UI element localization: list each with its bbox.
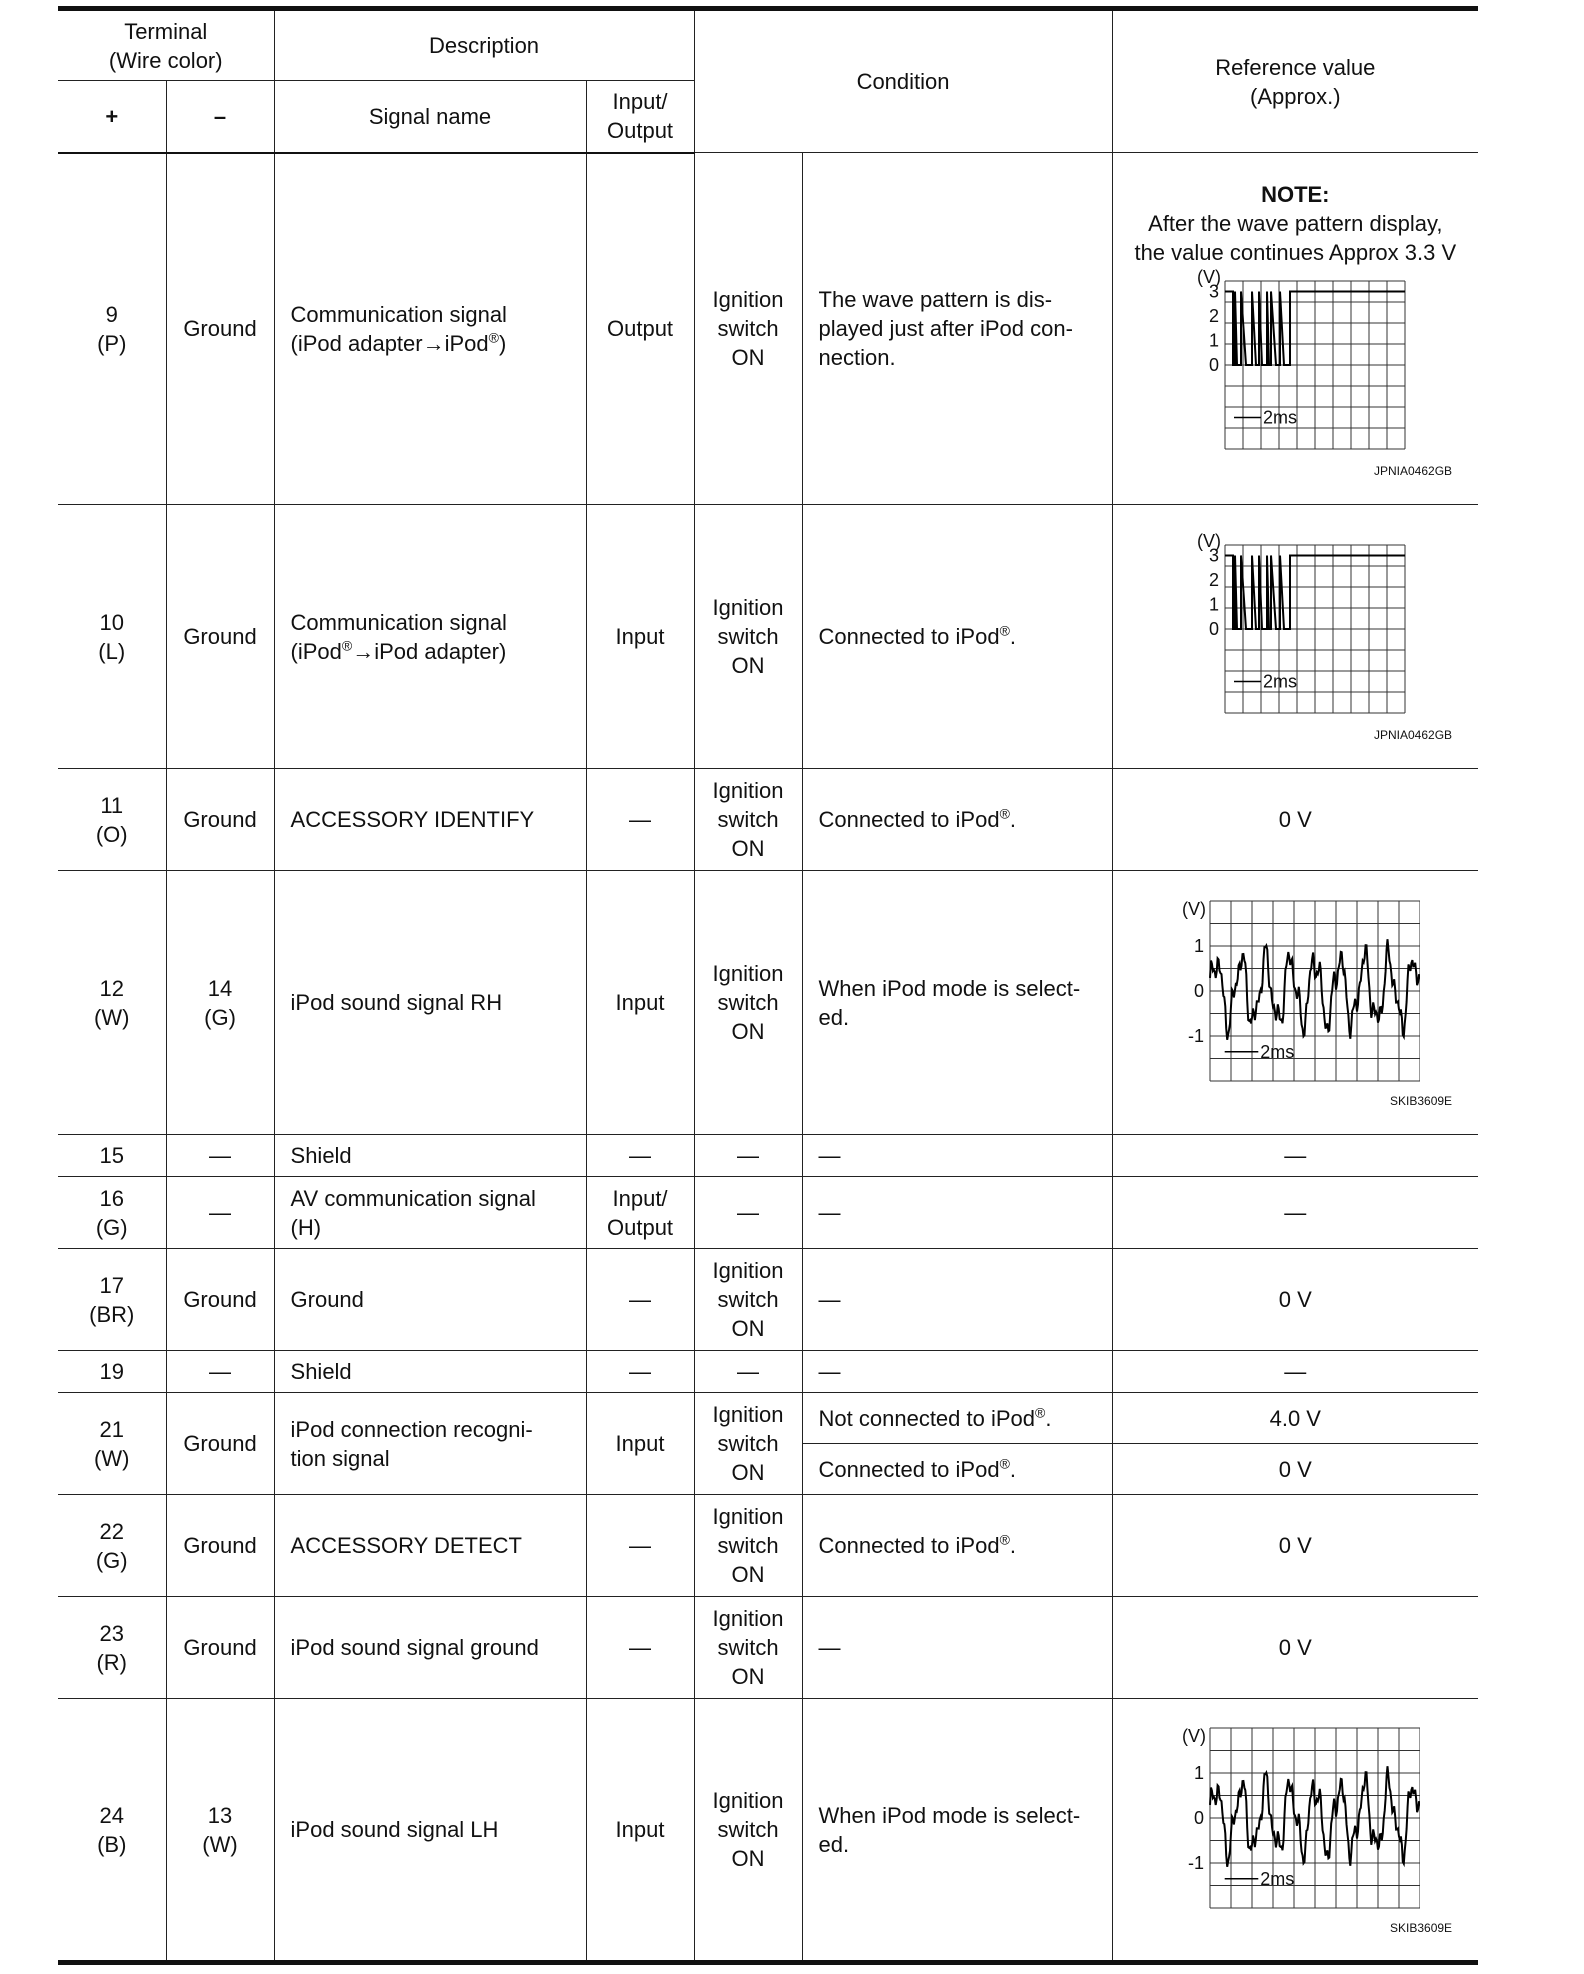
- waveform-analog: [1170, 1724, 1420, 1914]
- signal-name: iPod sound signal LH: [290, 1817, 499, 1842]
- waveform-tick-label: -1: [1188, 1026, 1205, 1046]
- io-cell: [586, 1699, 694, 1963]
- terminal-plus-cell: [58, 1135, 166, 1177]
- terminal-plus-cell: [58, 769, 166, 871]
- signal-name-header-text: Signal name: [368, 103, 492, 129]
- condition-detail-cell: [802, 1177, 1112, 1249]
- io-cell: [586, 1135, 694, 1177]
- waveform-tick-label: 2: [1209, 305, 1220, 326]
- condition-detail-cell: [802, 871, 1112, 1135]
- waveform-tick-label: 2: [1209, 570, 1220, 590]
- io-direction: —: [629, 1143, 652, 1168]
- io-direction: —: [629, 1533, 652, 1558]
- reference-value-cell: [1112, 1597, 1478, 1699]
- terminal-minus-cell: [166, 1495, 274, 1597]
- reference-value-cell: [1112, 1699, 1478, 1963]
- reference-value: 0 V: [1278, 1533, 1312, 1558]
- terminal-table: [58, 6, 1478, 1965]
- terminal-minus: Ground: [183, 807, 257, 832]
- signal-name: iPod connection recogni- tion signal: [290, 1416, 533, 1471]
- waveform-figure: [1170, 1724, 1420, 1921]
- terminal-minus: —: [209, 1143, 231, 1168]
- signal-name-cell: [274, 1351, 586, 1393]
- plus-header: [58, 81, 166, 153]
- waveform-unit-label: (V): [1182, 1726, 1207, 1746]
- table-row: [58, 871, 1478, 1135]
- condition-switch: —: [737, 1200, 760, 1225]
- condition-switch: Ignition switch ON: [712, 778, 784, 861]
- condition-switch: Ignition switch ON: [712, 1258, 784, 1341]
- table-row: [58, 1249, 1478, 1351]
- signal-name: Ground: [290, 1287, 364, 1312]
- note-title: NOTE:: [1261, 181, 1330, 207]
- condition-detail-cell: [802, 505, 1112, 769]
- terminal-minus-cell: [166, 1177, 274, 1249]
- signal-name-cell: [274, 1177, 586, 1249]
- condition-switch-cell: [694, 1249, 802, 1351]
- condition-detail-cell: [802, 1597, 1112, 1699]
- waveform-tick-label: 0: [1209, 354, 1220, 375]
- table-row: [58, 1351, 1478, 1393]
- condition-header: [694, 9, 1112, 153]
- terminal-minus: Ground: [183, 1635, 257, 1660]
- terminal-minus: Ground: [183, 1287, 257, 1312]
- terminal-plus: 17 (BR): [89, 1272, 135, 1327]
- signal-name-cell: [274, 1597, 586, 1699]
- waveform-tick-label: 1: [1194, 1763, 1205, 1783]
- terminal-plus-cell: [58, 505, 166, 769]
- io-direction: Input/ Output: [607, 1185, 674, 1240]
- terminal-plus-cell: [58, 1351, 166, 1393]
- signal-name-cell: [274, 1249, 586, 1351]
- terminal-minus: Ground: [183, 1431, 257, 1456]
- condition-detail-cell: [802, 153, 1112, 505]
- signal-name-header: [274, 81, 586, 153]
- reference-value-cell: [1112, 505, 1478, 769]
- figure-code: SKIB3609E: [1390, 1094, 1453, 1108]
- condition-detail-cell: [802, 1495, 1112, 1597]
- table-row: [58, 1177, 1478, 1249]
- table-body: [58, 153, 1478, 1963]
- condition-detail: Connected to iPod®.: [818, 1531, 1017, 1558]
- condition-switch-cell: [694, 1495, 802, 1597]
- condition-switch: Ignition switch ON: [712, 1606, 784, 1689]
- terminal-minus: Ground: [183, 316, 257, 342]
- condition-detail-cell: [802, 769, 1112, 871]
- condition-switch-cell: [694, 1699, 802, 1963]
- reference-value: 0 V: [1278, 807, 1312, 832]
- condition-detail-cell: [802, 1351, 1112, 1393]
- signal-name-cell: [274, 505, 586, 769]
- table-row: [58, 153, 1478, 505]
- reference-value: 0 V: [1278, 1635, 1312, 1660]
- waveform-figure: [1175, 267, 1415, 464]
- condition-detail: Connected to iPod®.: [818, 1455, 1017, 1482]
- reference-value-cell: [1112, 1393, 1478, 1444]
- reference-value-cell: [1112, 769, 1478, 871]
- table-row: [58, 769, 1478, 871]
- io-direction: Input: [615, 624, 665, 649]
- condition-detail: —: [818, 1200, 841, 1225]
- io-cell: [586, 1249, 694, 1351]
- condition-switch: Ignition switch ON: [712, 1788, 784, 1871]
- io-header: [586, 81, 694, 153]
- terminal-plus-cell: [58, 1597, 166, 1699]
- io-cell: [586, 769, 694, 871]
- condition-detail-cell: [802, 1393, 1112, 1444]
- terminal-plus: 16 (G): [95, 1185, 128, 1240]
- table-row: [58, 1393, 1478, 1444]
- reference-value: 0 V: [1278, 1287, 1312, 1312]
- minus-header: [166, 81, 274, 153]
- waveform-unit-label: (V): [1182, 899, 1207, 919]
- io-direction: Input: [615, 990, 665, 1015]
- signal-name: iPod sound signal RH: [290, 990, 503, 1015]
- signal-name-cell: [274, 769, 586, 871]
- waveform-grid: [1210, 1728, 1420, 1908]
- time-scale-label: 2ms: [1260, 1868, 1295, 1889]
- signal-name-cell: [274, 1699, 586, 1963]
- condition-switch: Ignition switch ON: [712, 1504, 784, 1587]
- waveform-digital: [1175, 531, 1415, 721]
- waveform-analog: [1170, 897, 1420, 1087]
- condition-switch-cell: [694, 1597, 802, 1699]
- waveform-digital: [1175, 267, 1415, 457]
- waveform-tick-label: 0: [1194, 1808, 1205, 1828]
- reference-value: —: [1284, 1200, 1307, 1225]
- waveform-tick-label: 1: [1209, 594, 1220, 615]
- terminal-minus-cell: [166, 871, 274, 1135]
- terminal-header: [58, 9, 274, 81]
- condition-detail: —: [818, 1635, 841, 1660]
- waveform-tick-label: 0: [1194, 981, 1205, 1001]
- minus-header-text: –: [213, 103, 227, 129]
- io-direction: —: [629, 807, 652, 832]
- reference-value: 0 V: [1278, 1456, 1312, 1482]
- terminal-plus: 10 (L): [98, 609, 126, 664]
- condition-switch: —: [737, 1359, 760, 1384]
- io-direction: —: [629, 1287, 652, 1312]
- reference-value-cell: [1112, 1351, 1478, 1393]
- terminal-minus-cell: [166, 505, 274, 769]
- condition-switch: Ignition switch ON: [712, 595, 784, 678]
- terminal-plus-cell: [58, 1249, 166, 1351]
- condition-switch: Ignition switch ON: [712, 287, 784, 370]
- condition-switch-cell: [694, 153, 802, 505]
- reference-value-cell: [1112, 1177, 1478, 1249]
- reference-value: 4.0 V: [1269, 1405, 1321, 1431]
- terminal-plus-cell: [58, 1393, 166, 1495]
- signal-name: ACCESSORY DETECT: [290, 1533, 522, 1558]
- terminal-plus-cell: [58, 1495, 166, 1597]
- terminal-plus-cell: [58, 153, 166, 505]
- terminal-minus-cell: [166, 1249, 274, 1351]
- condition-switch-cell: [694, 1177, 802, 1249]
- reference-value-cell: [1112, 1444, 1478, 1495]
- condition-detail: —: [818, 1359, 841, 1384]
- terminal-minus: Ground: [183, 624, 257, 649]
- condition-switch: —: [737, 1143, 760, 1168]
- io-cell: [586, 871, 694, 1135]
- reference-value-cell: [1112, 1135, 1478, 1177]
- condition-switch-cell: [694, 1135, 802, 1177]
- reference-header: [1112, 9, 1478, 153]
- signal-name: Shield: [290, 1359, 352, 1384]
- figure-code: JPNIA0462GB: [1374, 728, 1453, 742]
- terminal-plus-cell: [58, 871, 166, 1135]
- description-header-text: Description: [429, 33, 540, 58]
- waveform-unit-label: (V): [1197, 266, 1222, 287]
- terminal-minus-cell: [166, 1597, 274, 1699]
- reference-value-cell: [1112, 1249, 1478, 1351]
- terminal-plus: 21 (W): [94, 1416, 130, 1471]
- waveform-figure: [1175, 531, 1415, 728]
- terminal-minus-cell: [166, 1135, 274, 1177]
- figure-code: SKIB3609E: [1390, 1921, 1453, 1935]
- io-cell: [586, 1393, 694, 1495]
- waveform-tick-label: 1: [1194, 936, 1205, 956]
- signal-name-cell: [274, 1135, 586, 1177]
- terminal-plus-cell: [58, 1177, 166, 1249]
- condition-detail: Connected to iPod®.: [818, 622, 1017, 649]
- note-text: After the wave pattern display, the value continues Approx 3.3 V: [1134, 210, 1457, 265]
- signal-name: Communication signal (iPod®→iPod adapter): [290, 609, 507, 664]
- reference-value: —: [1284, 1359, 1307, 1384]
- io-direction: —: [629, 1635, 652, 1660]
- signal-name: iPod sound signal ground: [290, 1635, 539, 1660]
- condition-switch-cell: [694, 769, 802, 871]
- terminal-minus-cell: [166, 1393, 274, 1495]
- signal-name-cell: [274, 153, 586, 505]
- waveform-tick-label: 3: [1209, 281, 1220, 301]
- figure-code: JPNIA0462GB: [1374, 463, 1453, 478]
- signal-name: Communication signal (iPod adapter→iPod®): [290, 301, 507, 356]
- table-row: [58, 505, 1478, 769]
- terminal-minus: —: [209, 1359, 231, 1384]
- io-header-text: Input/ Output: [607, 89, 674, 144]
- signal-name: AV communication signal (H): [290, 1185, 536, 1240]
- condition-switch-cell: [694, 1393, 802, 1495]
- io-cell: [586, 1495, 694, 1597]
- terminal-plus: 12 (W): [94, 975, 130, 1030]
- time-scale-label: 2ms: [1263, 671, 1298, 692]
- condition-detail-cell: [802, 1249, 1112, 1351]
- condition-detail-cell: [802, 1444, 1112, 1495]
- waveform-tick-label: 1: [1209, 330, 1220, 350]
- io-direction: Input: [615, 1431, 665, 1456]
- io-cell: [586, 1351, 694, 1393]
- io-cell: [586, 505, 694, 769]
- terminal-plus: 23 (R): [96, 1620, 128, 1675]
- plus-header-text: +: [105, 103, 119, 129]
- terminal-plus: 19: [99, 1359, 124, 1384]
- signal-name-cell: [274, 871, 586, 1135]
- condition-detail: When iPod mode is select- ed.: [818, 975, 1081, 1030]
- terminal-plus: 22 (G): [95, 1518, 128, 1573]
- terminal-plus: 11 (O): [95, 792, 128, 847]
- io-cell: [586, 1597, 694, 1699]
- time-scale-label: 2ms: [1263, 407, 1298, 427]
- signal-name-cell: [274, 1495, 586, 1597]
- condition-detail: When iPod mode is select- ed.: [818, 1802, 1081, 1857]
- table-row: [58, 1597, 1478, 1699]
- condition-switch-cell: [694, 505, 802, 769]
- reference-header-text: Reference value (Approx.): [1215, 54, 1376, 109]
- io-direction: Output: [607, 316, 674, 342]
- reference-value-cell: [1112, 1495, 1478, 1597]
- terminal-minus-cell: [166, 1351, 274, 1393]
- terminal-minus: Ground: [183, 1533, 257, 1558]
- condition-switch-cell: [694, 1351, 802, 1393]
- terminal-plus: 9 (P): [97, 301, 127, 356]
- terminal-minus-cell: [166, 1699, 274, 1963]
- condition-header-text: Condition: [856, 69, 950, 94]
- terminal-header-text: Terminal (Wire color): [108, 18, 223, 73]
- condition-switch-cell: [694, 871, 802, 1135]
- io-cell: [586, 1177, 694, 1249]
- waveform-tick-label: 3: [1209, 545, 1220, 566]
- terminal-minus: 14 (G): [204, 975, 236, 1030]
- condition-detail: Not connected to iPod®.: [818, 1404, 1052, 1431]
- io-direction: Input: [615, 1817, 665, 1842]
- io-direction: —: [629, 1359, 652, 1384]
- waveform-tick-label: -1: [1188, 1853, 1205, 1873]
- signal-name: Shield: [290, 1143, 352, 1168]
- reference-value-cell: [1112, 153, 1478, 505]
- condition-detail-cell: [802, 1699, 1112, 1963]
- table-row: [58, 1135, 1478, 1177]
- waveform-grid: [1210, 901, 1420, 1081]
- terminal-minus: 13 (W): [202, 1802, 238, 1857]
- condition-switch: Ignition switch ON: [712, 1402, 784, 1485]
- reference-value: —: [1284, 1143, 1307, 1168]
- condition-detail: Connected to iPod®.: [818, 805, 1017, 832]
- terminal-reference-table-page: [58, 6, 1478, 1965]
- description-header: [274, 9, 694, 81]
- signal-name: ACCESSORY IDENTIFY: [290, 807, 535, 832]
- condition-switch: Ignition switch ON: [712, 961, 784, 1044]
- terminal-plus-cell: [58, 1699, 166, 1963]
- table-row: [58, 1699, 1478, 1963]
- condition-detail: —: [818, 1287, 841, 1312]
- time-scale-label: 2ms: [1260, 1041, 1295, 1062]
- terminal-plus: 24 (B): [97, 1802, 127, 1857]
- condition-detail: —: [818, 1143, 841, 1168]
- waveform-figure: [1170, 897, 1420, 1094]
- io-cell: [586, 153, 694, 505]
- terminal-minus: —: [209, 1200, 231, 1225]
- terminal-plus: 15: [99, 1143, 124, 1168]
- terminal-minus-cell: [166, 769, 274, 871]
- reference-value-cell: [1112, 871, 1478, 1135]
- waveform-tick-label: 0: [1209, 619, 1220, 639]
- terminal-minus-cell: [166, 153, 274, 505]
- signal-name-cell: [274, 1393, 586, 1495]
- waveform-unit-label: (V): [1197, 531, 1222, 551]
- condition-detail: The wave pattern is dis- played just after iPod con- nection.: [818, 287, 1073, 370]
- condition-detail-cell: [802, 1135, 1112, 1177]
- table-row: [58, 1495, 1478, 1597]
